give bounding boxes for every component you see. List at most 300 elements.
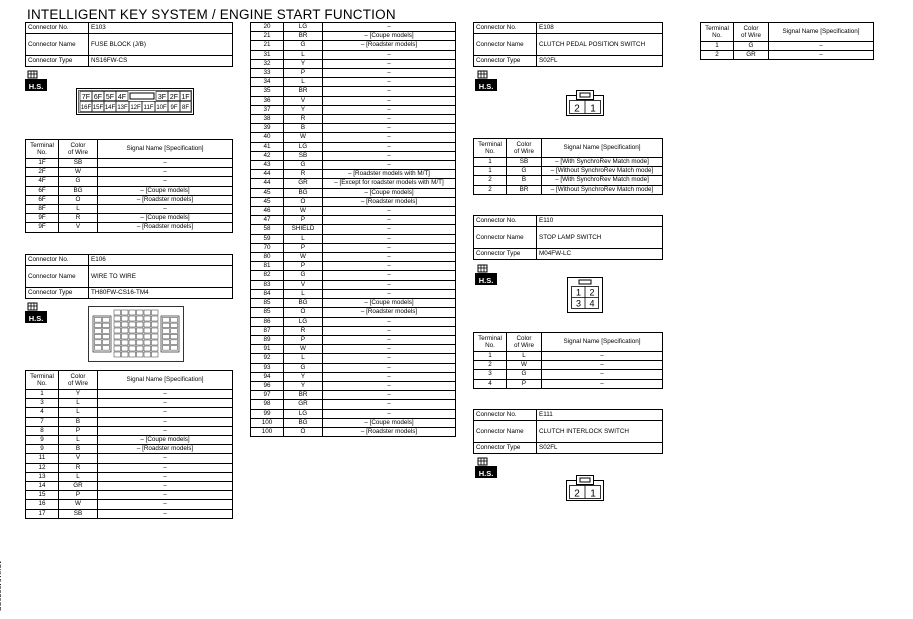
table-row xyxy=(251,115,456,124)
e106-terminal-table-b xyxy=(250,22,456,437)
signal-header: Signal Name [Specification] xyxy=(769,23,874,42)
signal-header: Signal Name [Specification] xyxy=(98,371,233,390)
wire-color-cell: GR xyxy=(284,179,323,188)
terminal-no-cell: 100 xyxy=(251,418,284,427)
signal-header: Signal Name [Specification] xyxy=(542,333,663,352)
signal-name-cell: – xyxy=(98,205,233,214)
wire-color-cell: L xyxy=(59,436,98,445)
signal-name-cell: – xyxy=(323,161,456,170)
e111-type: S02FL xyxy=(537,443,663,454)
of-wire-label: of Wire xyxy=(68,149,88,156)
wire-color-cell: Y xyxy=(284,372,323,381)
signal-name-cell: – xyxy=(98,509,233,518)
signal-name-cell: – xyxy=(769,42,874,51)
terminal-no-cell: 70 xyxy=(251,243,284,252)
e103-no: E103 xyxy=(89,23,233,34)
table-row xyxy=(474,361,663,370)
signal-name-cell: – xyxy=(323,326,456,335)
wire-color-cell: SB xyxy=(59,509,98,518)
terminal-no-cell: 9F xyxy=(26,223,59,232)
terminal-no-cell: 46 xyxy=(251,207,284,216)
pin-5f: 5F xyxy=(105,94,115,101)
pin-16f: 16F xyxy=(80,105,92,111)
e106-type: TH80FW-CS16-TM4 xyxy=(89,288,233,299)
pin-9f: 9F xyxy=(170,105,178,111)
pin-12f: 12F xyxy=(130,105,141,111)
signal-name-cell: – xyxy=(323,50,456,59)
color-label: Color xyxy=(70,372,86,380)
signal-name-cell: – [Except for roadster models with M/T] xyxy=(323,179,456,188)
wire-color-cell: O xyxy=(284,427,323,436)
wire-color-cell: BG xyxy=(284,299,323,308)
terminal-no-cell: 42 xyxy=(251,151,284,160)
terminal-no-cell: 86 xyxy=(251,317,284,326)
wire-color-cell: L xyxy=(284,50,323,59)
terminal-no-cell: 1F xyxy=(26,159,59,168)
table-row xyxy=(26,223,233,232)
e108-info-table xyxy=(473,22,663,67)
harness-side-icon xyxy=(475,457,497,478)
wire-color-cell: P xyxy=(59,491,98,500)
table-row xyxy=(251,308,456,317)
signal-name-cell: – xyxy=(323,23,456,32)
hs-label: H.S. xyxy=(478,469,494,478)
signal-name-cell: – xyxy=(323,381,456,390)
table-row xyxy=(26,454,233,463)
signal-name-cell: – xyxy=(542,379,663,388)
terminal-no-cell: 2 xyxy=(701,51,734,60)
e110-name: STOP LAMP SWITCH xyxy=(537,227,663,249)
table-row xyxy=(251,326,456,335)
signal-header: Signal Name [Specification] xyxy=(542,139,663,158)
terminal-no-cell: 99 xyxy=(251,409,284,418)
terminal-no-cell: 2 xyxy=(474,176,507,185)
wire-color-cell: P xyxy=(284,262,323,271)
signal-name-cell: – xyxy=(323,400,456,409)
connector-no-label: Connector No. xyxy=(26,23,89,34)
wire-color-cell: G xyxy=(284,363,323,372)
signal-name-cell: – [Without SynchroRev Match mode] xyxy=(542,185,663,194)
wire-color-cell: L xyxy=(284,289,323,298)
signal-name-cell: – xyxy=(98,177,233,186)
wire-color-cell: L xyxy=(59,205,98,214)
wire-color-cell: L xyxy=(284,234,323,243)
table-row xyxy=(26,509,233,518)
signal-name-cell: – [Roadster models] xyxy=(323,41,456,50)
signal-name-cell: – [With SynchroRev Match mode] xyxy=(542,176,663,185)
table-row xyxy=(251,50,456,59)
wire-color-cell: R xyxy=(59,463,98,472)
terminal-no-cell: 59 xyxy=(251,234,284,243)
wire-color-cell: R xyxy=(284,170,323,179)
e108-terminal-table xyxy=(473,138,663,195)
wire-color-cell: V xyxy=(59,223,98,232)
signal-name-cell: – [Roadster models with M/T] xyxy=(323,170,456,179)
pin-1: 1 xyxy=(590,488,596,500)
wire-color-cell: W xyxy=(59,500,98,509)
signal-name-cell: – [Roadster models] xyxy=(323,427,456,436)
terminal-no-cell: 44 xyxy=(251,170,284,179)
harness-side-icon xyxy=(475,264,497,285)
pin-7f: 7F xyxy=(81,94,91,101)
signal-name-cell: – xyxy=(323,207,456,216)
wire-color-cell: G xyxy=(507,370,542,379)
table-row xyxy=(251,216,456,225)
connector-name-label: Connector Name xyxy=(474,34,537,56)
terminal-no-cell: 85 xyxy=(251,299,284,308)
wire-color-cell: W xyxy=(59,168,98,177)
wire-color-cell: G xyxy=(284,41,323,50)
signal-name-cell: – xyxy=(98,399,233,408)
pin-13f: 13F xyxy=(117,105,128,111)
terminal-no-cell: 81 xyxy=(251,262,284,271)
wire-color-cell: G xyxy=(284,271,323,280)
terminal-no-cell: 45 xyxy=(251,188,284,197)
terminal-no-cell: 83 xyxy=(251,280,284,289)
wire-color-cell: P xyxy=(507,379,542,388)
wire-color-cell: SB xyxy=(59,159,98,168)
terminal-no-cell: 4 xyxy=(474,379,507,388)
terminal-label: Terminal xyxy=(30,372,54,380)
table-row xyxy=(26,472,233,481)
wire-color-cell: SB xyxy=(284,151,323,160)
table-row xyxy=(251,335,456,344)
terminal-no-cell: 84 xyxy=(251,289,284,298)
signal-name-cell: – [Without SynchroRev Match mode] xyxy=(542,167,663,176)
terminal-no-cell: 82 xyxy=(251,271,284,280)
terminal-no-cell: 32 xyxy=(251,59,284,68)
table-row xyxy=(251,161,456,170)
terminal-no-cell: 6F xyxy=(26,195,59,204)
e111-info-table xyxy=(473,409,663,454)
table-row xyxy=(251,142,456,151)
pin-1f: 1F xyxy=(181,94,190,101)
terminal-no-cell: 4 xyxy=(26,408,59,417)
table-row xyxy=(251,427,456,436)
terminal-no-cell: 44 xyxy=(251,179,284,188)
wire-color-cell: B xyxy=(59,417,98,426)
table-row xyxy=(251,253,456,262)
terminal-no-cell: 80 xyxy=(251,253,284,262)
signal-name-cell: – xyxy=(542,361,663,370)
table-row xyxy=(474,158,663,167)
table-row xyxy=(251,418,456,427)
table-row xyxy=(251,124,456,133)
e110-terminal-table xyxy=(473,332,663,389)
wire-color-cell: P xyxy=(59,426,98,435)
pin-2: 2 xyxy=(574,103,580,115)
pin-3: 3 xyxy=(575,298,582,309)
e108-no: E108 xyxy=(537,23,663,34)
table-row xyxy=(251,151,456,160)
terminal-no-label: No. xyxy=(37,380,47,387)
signal-name-cell: – xyxy=(323,280,456,289)
table-row xyxy=(251,105,456,114)
e106-terminal-rows-a xyxy=(26,390,233,519)
wire-color-cell: G xyxy=(284,161,323,170)
terminal-no-cell: 7 xyxy=(26,417,59,426)
wire-color-cell: LG xyxy=(284,317,323,326)
signal-name-cell: – xyxy=(323,133,456,142)
pin-2: 2 xyxy=(574,488,580,500)
pin-1: 1 xyxy=(575,287,582,298)
signal-name-cell: – xyxy=(323,115,456,124)
table-row xyxy=(251,280,456,289)
wire-color-cell: BG xyxy=(59,186,98,195)
wire-color-cell: V xyxy=(284,280,323,289)
connector-type-label: Connector Type xyxy=(474,249,537,260)
e108-type: S02FL xyxy=(537,56,663,67)
signal-name-cell: – xyxy=(323,372,456,381)
terminal-header xyxy=(26,371,59,390)
table-row xyxy=(251,207,456,216)
terminal-no-cell: 12 xyxy=(26,463,59,472)
pin-14f: 14F xyxy=(104,105,116,111)
e110-terminal-rows xyxy=(474,352,663,389)
wire-color-cell: R xyxy=(284,326,323,335)
terminal-no-cell: 8 xyxy=(26,426,59,435)
document-id xyxy=(0,560,1,611)
pin-8f: 8F xyxy=(181,105,190,111)
table-row xyxy=(701,42,874,51)
wire-color-cell: B xyxy=(284,124,323,133)
terminal-no-cell: 2 xyxy=(474,361,507,370)
table-row xyxy=(26,159,233,168)
e103-terminal-rows xyxy=(26,159,233,233)
pin-10f: 10F xyxy=(156,105,167,111)
wire-color-cell: W xyxy=(284,253,323,262)
wire-color-cell: L xyxy=(59,408,98,417)
hs-label: H.S. xyxy=(28,82,44,91)
signal-name-cell: – xyxy=(98,463,233,472)
e103-terminal-table xyxy=(25,139,233,233)
terminal-no-cell: 47 xyxy=(251,216,284,225)
signal-name-cell: – [Roadster models] xyxy=(323,197,456,206)
wire-color-cell: R xyxy=(284,115,323,124)
wire-color-cell: Y xyxy=(59,390,98,399)
pin-2: 2 xyxy=(589,287,595,298)
terminal-no-label: No. xyxy=(485,342,495,349)
table-row xyxy=(26,426,233,435)
table-row xyxy=(251,363,456,372)
table-row xyxy=(251,391,456,400)
terminal-no-cell: 11 xyxy=(26,454,59,463)
color-header xyxy=(507,139,542,158)
terminal-no-cell: 97 xyxy=(251,391,284,400)
terminal-no-cell: 9F xyxy=(26,214,59,223)
table-row xyxy=(251,87,456,96)
signal-name-cell: – xyxy=(98,482,233,491)
table-row xyxy=(701,51,874,60)
signal-name-cell: – xyxy=(323,105,456,114)
terminal-label: Terminal xyxy=(30,141,54,149)
signal-name-cell: – xyxy=(98,426,233,435)
table-row xyxy=(26,195,233,204)
wire-color-cell: W xyxy=(284,133,323,142)
table-row xyxy=(26,399,233,408)
signal-name-cell: – [Coupe models] xyxy=(98,214,233,223)
wire-color-cell: W xyxy=(284,207,323,216)
table-row xyxy=(474,176,663,185)
terminal-no-cell: 20 xyxy=(251,23,284,32)
wire-color-cell: O xyxy=(59,195,98,204)
signal-name-cell: – xyxy=(98,168,233,177)
e106-info-table xyxy=(25,254,233,299)
table-row xyxy=(251,243,456,252)
wire-color-cell: R xyxy=(59,214,98,223)
table-row xyxy=(26,168,233,177)
terminal-no-cell: 2 xyxy=(474,185,507,194)
table-row xyxy=(251,262,456,271)
table-row xyxy=(26,177,233,186)
wire-color-cell: V xyxy=(59,454,98,463)
e110-info-table xyxy=(473,215,663,260)
table-row xyxy=(26,491,233,500)
signal-name-cell: – xyxy=(323,87,456,96)
terminal-no-label: No. xyxy=(37,149,47,156)
signal-header: Signal Name [Specification] xyxy=(98,140,233,159)
table-row xyxy=(251,78,456,87)
table-row xyxy=(26,186,233,195)
signal-name-cell: – [Roadster models] xyxy=(98,195,233,204)
wire-color-cell: W xyxy=(284,345,323,354)
wire-color-cell: L xyxy=(284,354,323,363)
wire-color-cell: O xyxy=(284,308,323,317)
table-row xyxy=(26,214,233,223)
terminal-no-cell: 15 xyxy=(26,491,59,500)
signal-name-cell: – xyxy=(323,234,456,243)
connector-name-label: Connector Name xyxy=(26,266,89,288)
e111-no: E111 xyxy=(537,410,663,421)
signal-name-cell: – xyxy=(323,363,456,372)
signal-name-cell: – xyxy=(98,159,233,168)
wire-color-cell: L xyxy=(507,352,542,361)
table-row xyxy=(251,41,456,50)
signal-name-cell: – xyxy=(323,142,456,151)
signal-name-cell: – xyxy=(542,370,663,379)
e108-terminal-rows xyxy=(474,158,663,195)
table-row xyxy=(251,381,456,390)
terminal-no-cell: 9 xyxy=(26,436,59,445)
signal-name-cell: – [Coupe models] xyxy=(323,32,456,41)
terminal-label: Terminal xyxy=(478,140,502,148)
terminal-no-cell: 36 xyxy=(251,96,284,105)
table-row xyxy=(474,370,663,379)
wire-color-cell: B xyxy=(59,445,98,454)
terminal-no-cell: 1 xyxy=(701,42,734,51)
terminal-no-cell: 38 xyxy=(251,115,284,124)
signal-name-cell: – [Coupe models] xyxy=(98,186,233,195)
e111-terminal-rows xyxy=(701,42,874,60)
terminal-header xyxy=(701,23,734,42)
of-wire-label: of Wire xyxy=(68,380,88,387)
table-row xyxy=(251,32,456,41)
signal-name-cell: – xyxy=(323,151,456,160)
wire-color-cell: SHIELD xyxy=(284,225,323,234)
signal-name-cell: – xyxy=(323,78,456,87)
connector-type-label: Connector Type xyxy=(26,288,89,299)
e103-name: FUSE BLOCK (J/B) xyxy=(89,34,233,56)
table-row xyxy=(26,500,233,509)
connector-name-label: Connector Name xyxy=(474,421,537,443)
terminal-no-cell: 93 xyxy=(251,363,284,372)
signal-name-cell: – xyxy=(323,317,456,326)
e103-info-table xyxy=(25,22,233,67)
signal-name-cell: – [Coupe models] xyxy=(98,436,233,445)
wire-color-cell: G xyxy=(507,167,542,176)
connector-no-label: Connector No. xyxy=(474,410,537,421)
pin-3f: 3F xyxy=(157,94,167,101)
table-row xyxy=(26,205,233,214)
terminal-no-cell: 1 xyxy=(474,167,507,176)
terminal-no-cell: 94 xyxy=(251,372,284,381)
hs-label: H.S. xyxy=(478,82,494,91)
wire-color-cell: LG xyxy=(284,409,323,418)
connector-name-label: Connector Name xyxy=(474,227,537,249)
wire-color-cell: LG xyxy=(284,23,323,32)
terminal-no-cell: 8F xyxy=(26,205,59,214)
table-row xyxy=(474,167,663,176)
signal-name-cell: – xyxy=(323,243,456,252)
harness-side-icon xyxy=(25,302,47,323)
e111-terminal-table xyxy=(700,22,874,60)
terminal-no-cell: 89 xyxy=(251,335,284,344)
terminal-no-cell: 58 xyxy=(251,225,284,234)
pin-4f: 4F xyxy=(117,94,127,101)
wire-color-cell: V xyxy=(284,96,323,105)
wire-color-cell: GR xyxy=(59,482,98,491)
signal-name-cell: – xyxy=(98,417,233,426)
terminal-no-cell: 16 xyxy=(26,500,59,509)
signal-name-cell: – [Roadster models] xyxy=(98,223,233,232)
harness-side-icon xyxy=(475,70,497,91)
terminal-no-cell: 41 xyxy=(251,142,284,151)
pin-2f: 2F xyxy=(169,94,179,101)
signal-name-cell: – xyxy=(98,390,233,399)
color-header xyxy=(734,23,769,42)
signal-name-cell: – [Roadster models] xyxy=(98,445,233,454)
table-row xyxy=(26,436,233,445)
wire-color-cell: BR xyxy=(284,32,323,41)
signal-name-cell: – xyxy=(323,124,456,133)
signal-name-cell: – xyxy=(323,335,456,344)
terminal-no-cell: 85 xyxy=(251,308,284,317)
e103-type: NS16FW-CS xyxy=(89,56,233,67)
terminal-no-cell: 35 xyxy=(251,87,284,96)
table-row xyxy=(251,225,456,234)
table-row xyxy=(251,372,456,381)
signal-name-cell: – [With SynchroRev Match mode] xyxy=(542,158,663,167)
wire-color-cell: Y xyxy=(284,59,323,68)
signal-name-cell: – xyxy=(323,409,456,418)
of-wire-label: of Wire xyxy=(514,342,534,349)
hs-label: H.S. xyxy=(478,276,494,285)
terminal-no-cell: 4F xyxy=(26,177,59,186)
wire-color-cell: BR xyxy=(284,391,323,400)
terminal-no-cell: 1 xyxy=(474,158,507,167)
e110-connector-face xyxy=(567,277,603,313)
table-row xyxy=(251,179,456,188)
terminal-no-cell: 98 xyxy=(251,400,284,409)
terminal-no-cell: 91 xyxy=(251,345,284,354)
terminal-no-cell: 96 xyxy=(251,381,284,390)
signal-name-cell: – xyxy=(323,391,456,400)
wire-color-cell: GR xyxy=(284,400,323,409)
wire-color-cell: L xyxy=(59,472,98,481)
table-row xyxy=(26,417,233,426)
signal-name-cell: – xyxy=(98,500,233,509)
table-row xyxy=(251,170,456,179)
